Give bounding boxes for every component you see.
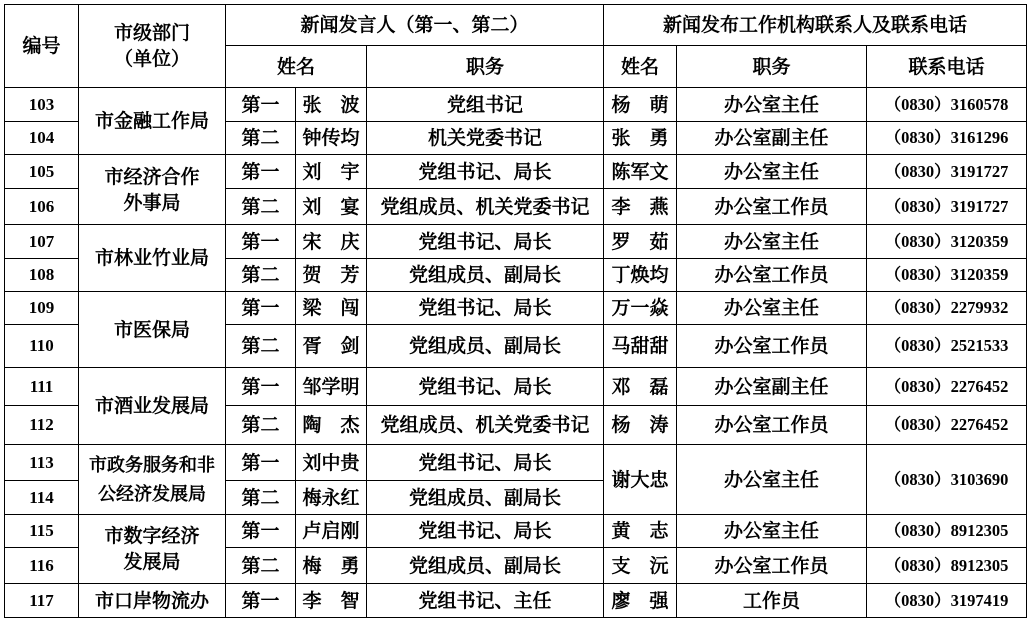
- contact-name: 罗 茹: [604, 225, 677, 259]
- contact-name: 丁焕均: [604, 259, 677, 292]
- header-dept-line2: （单位）: [113, 48, 190, 70]
- spokesperson-rank: 第一: [226, 445, 296, 481]
- spokesperson-name: 胥 剑: [296, 325, 367, 368]
- contact-name: 邓 磊: [604, 368, 677, 406]
- contact-name: 陈军文: [604, 155, 677, 189]
- spokesperson-name: 邹学明: [296, 368, 367, 406]
- contact-name: 杨 萌: [604, 88, 677, 122]
- spokesperson-rank: 第一: [226, 292, 296, 325]
- spokesperson-rank: 第一: [226, 368, 296, 406]
- contact-title: 办公室工作员: [677, 548, 867, 584]
- contact-title: 工作员: [677, 584, 867, 618]
- spokesperson-rank: 第二: [226, 189, 296, 225]
- header-contact-title: 职务: [677, 46, 867, 88]
- header-title: 职务: [367, 46, 604, 88]
- contact-title: 办公室副主任: [677, 368, 867, 406]
- dept-name-line1: 市金融工作局: [94, 110, 209, 132]
- contact-title: 办公室主任: [677, 515, 867, 548]
- contact-phone: （0830）3120359: [867, 259, 1027, 292]
- header-dept-line1: 市级部门: [113, 22, 190, 44]
- spokesperson-title: 党组成员、副局长: [367, 481, 604, 515]
- spokesperson-name: 梁 闯: [296, 292, 367, 325]
- contact-phone: （0830）8912305: [867, 548, 1027, 584]
- header-phone: 联系电话: [867, 46, 1027, 88]
- header-row-1: [5, 5, 1027, 46]
- spokesperson-rank: 第二: [226, 481, 296, 515]
- header-group-contact: 新闻发布工作机构联系人及联系电话: [604, 5, 1027, 46]
- table-row: [5, 88, 1027, 122]
- row-num: 111: [5, 368, 79, 406]
- contact-phone: （0830）3120359: [867, 225, 1027, 259]
- row-num: 110: [5, 325, 79, 368]
- contact-name: 张 勇: [604, 122, 677, 155]
- dept-name: [79, 155, 226, 225]
- row-num: 108: [5, 259, 79, 292]
- header-name: 姓名: [226, 46, 367, 88]
- header-dept: [79, 5, 226, 88]
- spokesperson-title: 党组书记: [367, 88, 604, 122]
- table-row: [5, 155, 1027, 189]
- contact-phone: （0830）3160578: [867, 88, 1027, 122]
- spokesperson-name: 刘 宴: [296, 189, 367, 225]
- table-row: [5, 292, 1027, 325]
- dept-name-line1: 市酒业发展局: [94, 395, 209, 417]
- dept-name: [79, 515, 226, 584]
- spokesperson-title: 党组成员、机关党委书记: [367, 406, 604, 445]
- spokesperson-name: 梅永红: [296, 481, 367, 515]
- contact-phone: （0830）3161296: [867, 122, 1027, 155]
- spokesperson-name: 刘 宇: [296, 155, 367, 189]
- contact-name: 杨 涛: [604, 406, 677, 445]
- header-group-spokesperson: 新闻发言人（第一、第二）: [226, 5, 604, 46]
- row-num: 103: [5, 88, 79, 122]
- dept-name-line2: 公经济发展局: [98, 483, 206, 505]
- spokesperson-rank: 第一: [226, 515, 296, 548]
- contact-name: 李 燕: [604, 189, 677, 225]
- dept-name-line1: 市数字经济: [104, 525, 200, 547]
- spokesperson-title: 党组书记、局长: [367, 515, 604, 548]
- spokesperson-rank: 第一: [226, 155, 296, 189]
- dept-name: [79, 584, 226, 618]
- row-num: 112: [5, 406, 79, 445]
- spokesperson-name: 宋 庆: [296, 225, 367, 259]
- spokesperson-name: 贺 芳: [296, 259, 367, 292]
- spokesperson-name: 梅 勇: [296, 548, 367, 584]
- spokesperson-rank: 第一: [226, 225, 296, 259]
- contact-phone: （0830）2276452: [867, 368, 1027, 406]
- row-num: 105: [5, 155, 79, 189]
- spokesperson-title: 党组书记、主任: [367, 584, 604, 618]
- spokesperson-name: 李 智: [296, 584, 367, 618]
- contact-phone: （0830）2521533: [867, 325, 1027, 368]
- spokesperson-name: 钟传均: [296, 122, 367, 155]
- spokesperson-rank: 第二: [226, 406, 296, 445]
- contact-phone: （0830）3191727: [867, 155, 1027, 189]
- spokesperson-rank: 第二: [226, 548, 296, 584]
- row-num: 117: [5, 584, 79, 618]
- spokesperson-rank: 第二: [226, 325, 296, 368]
- spokesperson-name: 刘中贵: [296, 445, 367, 481]
- dept-name: [79, 292, 226, 368]
- contact-phone: （0830）3191727: [867, 189, 1027, 225]
- spokesperson-rank: 第二: [226, 259, 296, 292]
- row-num: 113: [5, 445, 79, 481]
- contact-title: 办公室主任: [677, 292, 867, 325]
- contact-title: 办公室主任: [677, 155, 867, 189]
- spokesperson-table: [4, 4, 1027, 618]
- contact-phone: （0830）8912305: [867, 515, 1027, 548]
- contact-name: 廖 强: [604, 584, 677, 618]
- dept-name: [79, 225, 226, 292]
- spokesperson-title: 党组成员、机关党委书记: [367, 189, 604, 225]
- dept-name: [79, 88, 226, 155]
- spokesperson-name: 张 波: [296, 88, 367, 122]
- contact-name: 万一焱: [604, 292, 677, 325]
- dept-name-line1: 市口岸物流办: [94, 589, 209, 612]
- spokesperson-title: 党组书记、局长: [367, 225, 604, 259]
- contact-name: 马甜甜: [604, 325, 677, 368]
- spokesperson-title: 党组成员、副局长: [367, 325, 604, 368]
- contact-phone: （0830）3103690: [867, 445, 1027, 515]
- contact-phone: （0830）3197419: [867, 584, 1027, 618]
- dept-name-line1: 市经济合作: [104, 165, 200, 188]
- spokesperson-rank: 第二: [226, 122, 296, 155]
- spokesperson-title: 党组成员、副局长: [367, 259, 604, 292]
- row-num: 107: [5, 225, 79, 259]
- table-body: [5, 5, 1027, 618]
- row-num: 104: [5, 122, 79, 155]
- row-num: 114: [5, 481, 79, 515]
- contact-title: 办公室主任: [677, 225, 867, 259]
- spokesperson-title: 机关党委书记: [367, 122, 604, 155]
- header-contact-name: 姓名: [604, 46, 677, 88]
- contact-name: 黄 志: [604, 515, 677, 548]
- contact-title: 办公室工作员: [677, 189, 867, 225]
- contact-phone: （0830）2279932: [867, 292, 1027, 325]
- row-num: 109: [5, 292, 79, 325]
- spokesperson-rank: 第一: [226, 88, 296, 122]
- contact-title: 办公室主任: [677, 445, 867, 515]
- dept-name-line2: 外事局: [123, 191, 181, 214]
- table-row: [5, 584, 1027, 618]
- dept-name: [79, 445, 226, 515]
- spokesperson-name: 卢启刚: [296, 515, 367, 548]
- dept-name-line1: 市医保局: [113, 318, 190, 341]
- row-num: 116: [5, 548, 79, 584]
- dept-name-line1: 市林业竹业局: [94, 247, 209, 269]
- contact-title: 办公室主任: [677, 88, 867, 122]
- spokesperson-title: 党组书记、局长: [367, 155, 604, 189]
- contact-name: 谢大忠: [604, 445, 677, 515]
- contact-title: 办公室工作员: [677, 406, 867, 445]
- dept-name-line1: 市政务服务和非: [89, 454, 215, 476]
- spokesperson-title: 党组书记、局长: [367, 445, 604, 481]
- contact-title: 办公室工作员: [677, 259, 867, 292]
- table-row: [5, 368, 1027, 406]
- dept-name: [79, 368, 226, 445]
- dept-name-line2: 发展局: [123, 551, 181, 573]
- row-num: 115: [5, 515, 79, 548]
- contact-phone: （0830）2276452: [867, 406, 1027, 445]
- contact-name: 支 沅: [604, 548, 677, 584]
- spokesperson-title: 党组成员、副局长: [367, 548, 604, 584]
- spokesperson-title: 党组书记、局长: [367, 368, 604, 406]
- header-num: 编号: [5, 5, 79, 88]
- spokesperson-rank: 第一: [226, 584, 296, 618]
- table-row: [5, 225, 1027, 259]
- table-row: [5, 445, 1027, 481]
- contact-title: 办公室副主任: [677, 122, 867, 155]
- contact-title: 办公室工作员: [677, 325, 867, 368]
- table-row: [5, 515, 1027, 548]
- spokesperson-title: 党组书记、局长: [367, 292, 604, 325]
- spokesperson-name: 陶 杰: [296, 406, 367, 445]
- row-num: 106: [5, 189, 79, 225]
